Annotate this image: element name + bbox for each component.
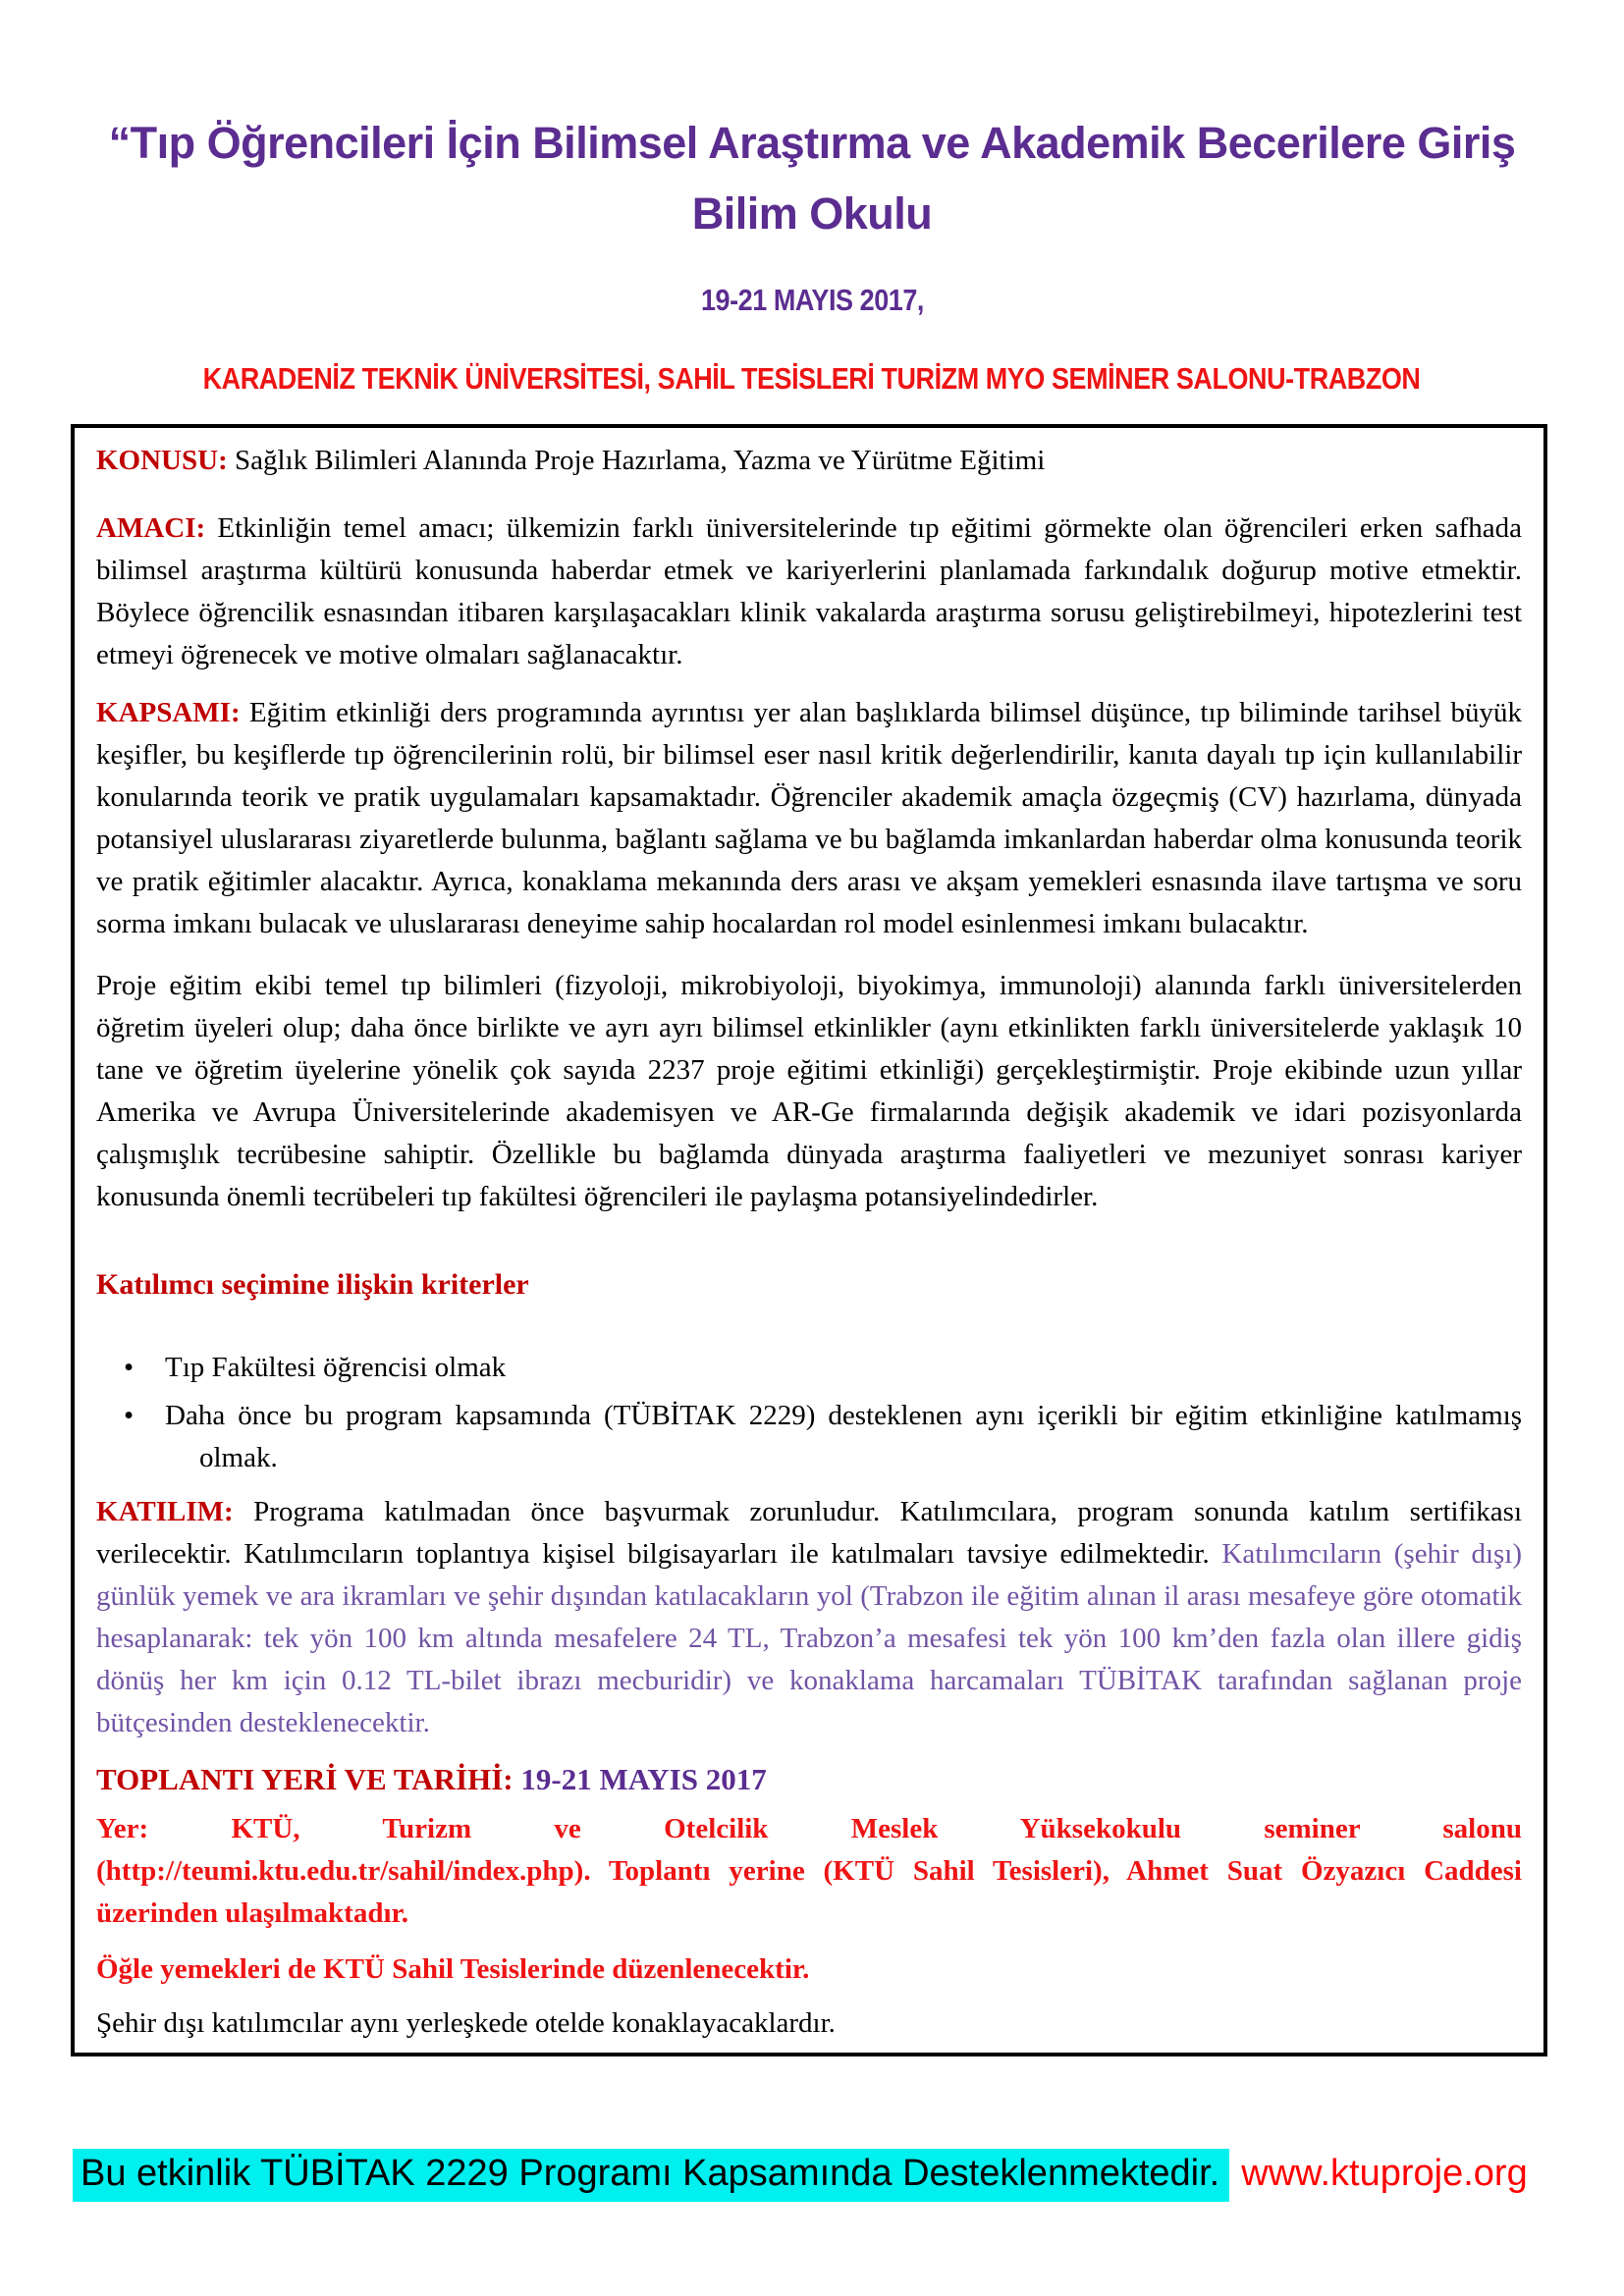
scope-paragraph <box>96 692 1522 945</box>
meeting-label: TOPLANTI YERİ VE TARİHİ: <box>96 1762 514 1796</box>
footer <box>73 2151 1585 2196</box>
support-statement: Bu etkinlik TÜBİTAK 2229 Programı Kapsamında Desteklenmektedir. <box>73 2149 1229 2202</box>
purpose-paragraph <box>96 507 1522 676</box>
team-paragraph <box>96 965 1522 1218</box>
list-item <box>96 1347 1522 1389</box>
scope-text: Eğitim etkinliği ders programında ayrıntısı yer alan başlıklarda bilimsel düşünce, tıp biliminde tarihsel büyük keşifler, bu keşiflerde tıp öğrencilerinin rolü, bir bilimsel eser nasıl kritik değerlendirilir, kanıta dayalı tıp için kullanılabilir konularında teorik ve pratik uygulamaları kapsamaktadır. Öğrenciler akademik amaçla özgeçmiş (CV) hazırlama, dünyada potansiyel uluslararası ziyaretlerde bulunma, bağlantı sağlama ve bu bağlamda imkanlardan haberdar olma konusunda teorik ve pratik eğitimler alacaktır. Ayrıca, konaklama mekanında ders arası ve akşam yemekleri esnasında ilave tartışma ve soru sorma imkanı bulacak ve uluslararası deneyime sahip hocalardan rol model esinlenmesi imkanı bulacaktır. <box>96 697 1522 939</box>
topic-label: KONUSU: <box>96 445 228 476</box>
hotel-note: Şehir dışı katılımcılar aynı yerleşkede otelde konaklayacaklardır. <box>96 2007 836 2039</box>
bullet-icon: • <box>124 1352 135 1383</box>
criteria-list <box>96 1347 1522 1479</box>
event-date: 19-21 MAYIS 2017, <box>700 283 924 317</box>
criteria-item-text: Tıp Fakültesi öğrencisi olmak <box>165 1352 507 1383</box>
content-box <box>71 424 1547 2056</box>
event-venue: KARADENİZ TEKNİK ÜNİVERSİTESİ, SAHİL TESİSLERİ TURİZM MYO SEMİNER SALONU-TRABZON <box>203 361 1421 396</box>
meeting-date: 19-21 MAYIS 2017 <box>520 1762 767 1796</box>
criteria-item-text: Daha önce bu program kapsamında (TÜBİTAK 2229) desteklenen aynı içerikli bir eğitim etkinliğine katılmamış olmak. <box>165 1400 1522 1473</box>
team-text: Proje eğitim ekibi temel tıp bilimleri (fizyoloji, mikrobiyoloji, biyokimya, immunoloji) alanında farklı üniversitelerden öğretim üyeleri olup; daha önce birlikte ve ayrı ayrı bilimsel etkinlikler (aynı etkinlikten farklı üniversitelerde yaklaşık 10 tane ve öğretim üyelerine yönelik çok sayıda 2237 proje eğitimi etkinliği) gerçekleştirmiştir. Proje ekibinde uzun yıllar Amerika ve Avrupa Üniversitelerinde akademisyen ve AR-Ge firmalarında değişik akademik ve idari pozisyonlarda çalışmışlık tecrübesine sahiptir. Özellikle bu bağlamda dünyada araştırma faaliyetleri ve mezuniyet sonrası kariyer konusunda önemli tecrübeleri tıp fakültesi öğrencileri ile paylaşma potansiyelindedirler. <box>96 970 1522 1212</box>
participation-text-black: Programa katılmadan önce başvurmak zorunludur. Katılımcılara, program sonunda katılım sertifikası verilecektir. Katılımcıların toplantıya kişisel bilgisayarları ile katılmaları tavsiye edilmektedir. <box>96 1496 1523 1570</box>
location-paragraph <box>96 1808 1522 1935</box>
topic-text: Sağlık Bilimleri Alanında Proje Hazırlama, Yazma ve Yürütme Eğitimi <box>234 445 1046 476</box>
page-title <box>93 108 1531 249</box>
location-line-1: Yer: KTÜ, Turizm ve Otelcilik Meslek Yüksekokulu seminer salonu <box>96 1813 1522 1844</box>
location-rest: (http://teumi.ktu.edu.tr/sahil/index.php). Toplantı yerine (KTÜ Sahil Tesisleri), Ahmet Suat Özyazıcı Caddesi üzerinden ulaşılmaktadır. <box>96 1855 1522 1929</box>
topic-paragraph <box>96 440 1522 482</box>
lunch-note: Öğle yemekleri de KTÜ Sahil Tesislerinde düzenlenecektir. <box>96 1953 810 1985</box>
criteria-heading: Katılımcı seçimine ilişkin kriterler <box>96 1268 529 1301</box>
website-link[interactable]: www.ktuproje.org <box>1241 2153 1528 2194</box>
purpose-text: Etkinliğin temel amacı; ülkemizin farklı üniversitelerinde tıp eğitimi görmekte olan öğrencileri erken safhada bilimsel araştırma kültürü konusunda haberdar etmek ve kariyerlerini planlamada farkındalık doğurup motive etmektir. Böylece öğrencilik esnasından itibaren karşılaşacakları klinik vakalarda araştırma sorusu geliştirebilmeyi, hipotezlerini test etmeyi öğrenecek ve motive olmaları sağlanacaktır. <box>96 512 1523 670</box>
meeting-place-date <box>96 1758 1522 1800</box>
scope-label: KAPSAMI: <box>96 697 241 728</box>
title-line-2: Bilim Okulu <box>691 188 933 239</box>
bullet-icon: • <box>124 1400 135 1431</box>
purpose-label: AMACI: <box>96 512 206 544</box>
list-item <box>96 1395 1522 1479</box>
participation-text-purple: Katılımcıların (şehir dışı) günlük yemek ve ara ikramları ve şehir dışından katılacakların yol (Trabzon ile eğitim alınan il arası mesafeye göre otomatik hesaplanarak: tek yön 100 km altında mesafelere 24 TL, Trabzon’a mesafesi tek yön 100 km’den fazla olan illere gidiş dönüş her km için 0.12 TL-bilet ibrazı mecburidir) ve konaklama harcamaları TÜBİTAK tarafından sağlanan proje bütçesinden desteklenecektir. <box>96 1538 1522 1738</box>
participation-paragraph <box>96 1491 1522 1744</box>
title-line-1: “Tıp Öğrencileri İçin Bilimsel Araştırma ve Akademik Becerilere Giriş <box>108 118 1516 168</box>
participation-label: KATILIM: <box>96 1496 234 1527</box>
